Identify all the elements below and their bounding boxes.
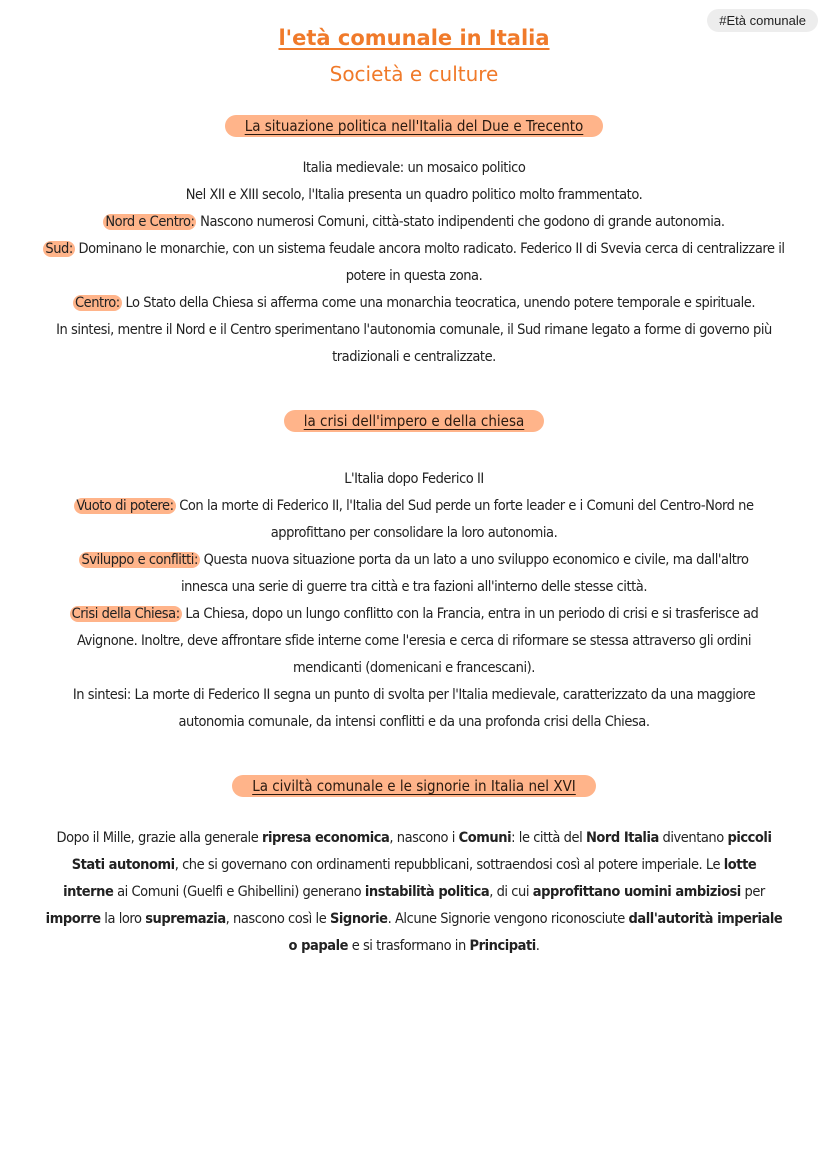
bold-run: imporre <box>45 911 101 927</box>
section3-paragraph <box>45 825 783 960</box>
section1-nord <box>40 209 788 236</box>
text-run: la loro <box>100 911 146 927</box>
topic-tag[interactable]: #Età comunale <box>707 9 818 32</box>
sud-text: Dominano le monarchie, con un sistema feudale ancora molto radicato. Federico II di Svevia cerca di centralizzare il potere in questa zona. <box>74 241 785 284</box>
text-run: ai Comuni (Guelfi e Ghibellini) generano <box>113 884 365 900</box>
text-run: , nascono così le <box>225 911 330 927</box>
section1-sud <box>40 236 788 290</box>
section3-heading: La civiltà comunale e le signorie in Italia nel XVI <box>232 775 596 797</box>
section2-heading-wrap <box>0 410 828 432</box>
section1-heading-wrap <box>0 115 828 137</box>
vuoto-text: Con la morte di Federico II, l'Italia del Sud perde un forte leader e i Comuni del Centro-Nord ne approfittano per consolidare la loro autonomia. <box>175 498 754 541</box>
sud-label: Sud: <box>45 241 73 257</box>
section2-sviluppo <box>55 547 773 601</box>
section1-centro <box>40 290 788 317</box>
section1-heading: La situazione politica nell'Italia del Due e Trecento <box>225 115 604 137</box>
vuoto-label: Vuoto di potere: <box>76 498 174 514</box>
section2-body <box>55 466 773 736</box>
bold-run: Nord Italia <box>585 830 659 846</box>
crisi-label: Crisi della Chiesa: <box>71 606 180 622</box>
section1-summary: In sintesi, mentre il Nord e il Centro sperimentano l'autonomia comunale, il Sud rimane legato a forme di governo più tradizionali e centralizzate. <box>56 322 772 365</box>
text-run: : le città del <box>511 830 586 846</box>
centro-text: Lo Stato della Chiesa si afferma come una monarchia teocratica, unendo potere temporale e spirituale. <box>121 295 756 311</box>
text-run: . <box>535 938 540 954</box>
sviluppo-text: Questa nuova situazione porta da un lato a uno sviluppo economico e civile, ma dall'altro innesca una serie di guerre tra città e tra fazioni all'interno delle stesse città. <box>180 552 749 595</box>
text-run: per <box>740 884 765 900</box>
section1-intro: Italia medievale: un mosaico politico <box>302 160 526 176</box>
section2-intro: L'Italia dopo Federico II <box>344 471 484 487</box>
bold-run: piccoli Stati autonomi <box>71 830 772 873</box>
text-run: e si trasformano in <box>348 938 470 954</box>
bold-run: Signorie <box>329 911 388 927</box>
bold-run: ripresa economica <box>262 830 390 846</box>
page-title: l'età comunale in Italia <box>278 26 550 50</box>
section1-line2: Nel XII e XIII secolo, l'Italia presenta un quadro politico molto frammentato. <box>185 187 643 203</box>
nord-label: Nord e Centro: <box>105 214 195 230</box>
section2-summary: In sintesi: La morte di Federico II segna un punto di svolta per l'Italia medievale, caratterizzato da una maggiore autonomia comunale, da intensi conflitti e da una profonda crisi della Chiesa. <box>72 687 756 730</box>
bold-run: approfittano uomini ambiziosi <box>532 884 741 900</box>
crisi-text: La Chiesa, dopo un lungo conflitto con la Francia, entra in un periodo di crisi e si trasferisce ad Avignone. Inoltre, deve affrontare sfide interne come l'eresia e cerca di riformare se stessa attraverso gli ordini mendicanti (domenicani e francescani). <box>76 606 759 676</box>
text-run: . Alcune Signorie vengono riconosciute <box>387 911 629 927</box>
nord-text: Nascono numerosi Comuni, città-stato indipendenti che godono di grande autonomia. <box>196 214 725 230</box>
bold-run: Principati <box>469 938 536 954</box>
text-run: Dopo il Mille, grazie alla generale <box>56 830 262 846</box>
section3-heading-wrap <box>0 775 828 797</box>
bold-run: dall'autorità imperiale o papale <box>288 911 783 954</box>
section2-crisi <box>55 601 773 682</box>
bold-run: lotte interne <box>63 857 757 900</box>
section2-heading: la crisi dell'impero e della chiesa <box>284 410 545 432</box>
section1-body <box>40 155 788 371</box>
page-subtitle: Società e culture <box>329 62 499 86</box>
text-run: , che si governano con ordinamenti repubblicani, sottraendosi così al potere imperiale. Le <box>174 857 724 873</box>
text-run: , nascono i <box>389 830 459 846</box>
bold-run: supremazia <box>145 911 226 927</box>
sviluppo-label: Sviluppo e conflitti: <box>81 552 198 568</box>
bold-run: instabilità politica <box>364 884 490 900</box>
centro-label: Centro: <box>74 295 120 311</box>
section2-vuoto <box>55 493 773 547</box>
bold-run: Comuni <box>458 830 512 846</box>
text-run: diventano <box>658 830 728 846</box>
text-run: , di cui <box>489 884 533 900</box>
